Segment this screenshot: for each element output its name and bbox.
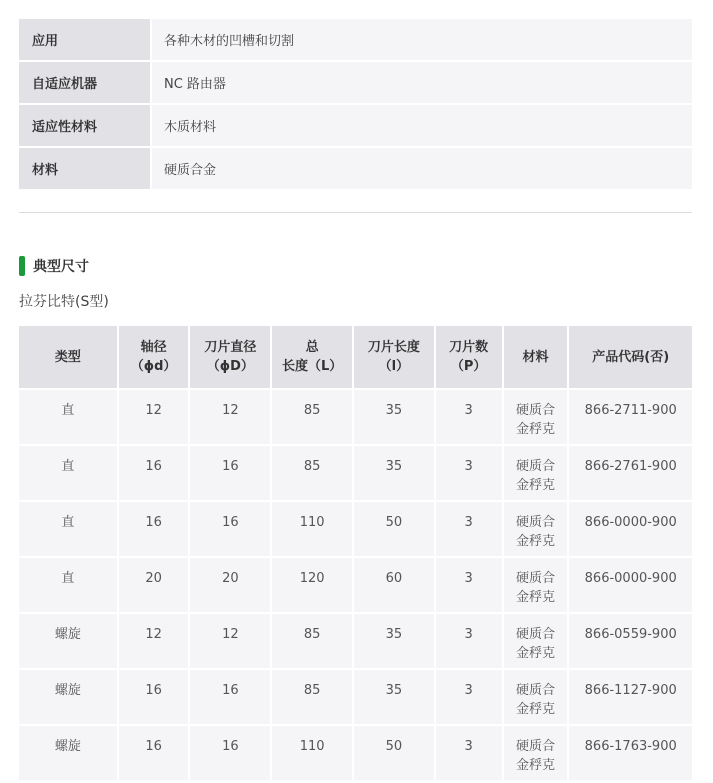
table-cell: 3: [436, 670, 502, 724]
table-header-row: [19, 326, 692, 388]
table-cell: 35: [354, 390, 434, 444]
table-row: [19, 558, 692, 612]
spec-row-application: [19, 19, 692, 60]
table-row: [19, 446, 692, 500]
table-cell: 110: [272, 726, 352, 780]
table-cell: 50: [354, 502, 434, 556]
table-cell: 硬质合 金稃克: [504, 614, 568, 668]
table-cell: 60: [354, 558, 434, 612]
table-cell: 硬质合 金稃克: [504, 558, 568, 612]
spec-row-material: [19, 148, 692, 189]
section-subtitle: 拉芬比特(S型): [19, 294, 109, 310]
spec-value: NC 路由器: [152, 62, 692, 103]
table-cell: 866-0559-900: [569, 614, 692, 668]
spec-row-work-material: [19, 105, 692, 146]
table-cell: 3: [436, 390, 502, 444]
spec-value: 各种木材的凹槽和切割: [152, 19, 692, 60]
table-cell: 12: [190, 614, 270, 668]
spec-value: 硬质合金: [152, 148, 692, 189]
dimensions-table: [19, 326, 692, 782]
section-title: 典型尺寸: [33, 259, 89, 275]
table-cell: 3: [436, 726, 502, 780]
table-cell: 螺旋: [19, 614, 117, 668]
table-cell: 866-2761-900: [569, 446, 692, 500]
table-cell: 12: [119, 614, 189, 668]
table-cell: 20: [190, 558, 270, 612]
table-cell: 硬质合 金稃克: [504, 390, 568, 444]
table-cell: 3: [436, 502, 502, 556]
heading-accent-bar: [19, 256, 25, 276]
spec-table: [19, 19, 692, 191]
table-cell: 12: [119, 390, 189, 444]
spec-label: 适应性材料: [19, 105, 150, 146]
table-cell: 35: [354, 446, 434, 500]
column-header: 材料: [504, 326, 568, 388]
table-row: [19, 670, 692, 724]
table-cell: 螺旋: [19, 726, 117, 780]
table-cell: 85: [272, 670, 352, 724]
table-cell: 120: [272, 558, 352, 612]
column-header: 类型: [19, 326, 117, 388]
spec-row-machine: [19, 62, 692, 103]
column-header: 轴径 （ϕd）: [119, 326, 189, 388]
table-cell: 硬质合 金稃克: [504, 502, 568, 556]
table-row: [19, 390, 692, 444]
table-cell: 16: [190, 726, 270, 780]
table-cell: 866-2711-900: [569, 390, 692, 444]
table-cell: 16: [190, 670, 270, 724]
table-cell: 866-1127-900: [569, 670, 692, 724]
table-cell: 直: [19, 446, 117, 500]
table-cell: 85: [272, 446, 352, 500]
table-cell: 螺旋: [19, 670, 117, 724]
spec-label: 材料: [19, 148, 150, 189]
table-cell: 85: [272, 390, 352, 444]
table-cell: 3: [436, 446, 502, 500]
table-cell: 110: [272, 502, 352, 556]
table-cell: 硬质合 金稃克: [504, 726, 568, 780]
table-cell: 866-1763-900: [569, 726, 692, 780]
table-cell: 12: [190, 390, 270, 444]
column-header: 刀片直径 （ϕD）: [190, 326, 270, 388]
table-cell: 35: [354, 670, 434, 724]
table-cell: 直: [19, 558, 117, 612]
table-cell: 20: [119, 558, 189, 612]
spec-label: 应用: [19, 19, 150, 60]
column-header: 产品代码(否): [569, 326, 692, 388]
table-cell: 3: [436, 558, 502, 612]
table-cell: 85: [272, 614, 352, 668]
column-header: 刀片长度 （l）: [354, 326, 434, 388]
table-row: [19, 726, 692, 780]
table-cell: 16: [119, 502, 189, 556]
table-cell: 硬质合 金稃克: [504, 670, 568, 724]
table-cell: 50: [354, 726, 434, 780]
table-cell: 硬质合 金稃克: [504, 446, 568, 500]
table-cell: 866-0000-900: [569, 558, 692, 612]
table-cell: 16: [190, 446, 270, 500]
table-row: [19, 502, 692, 556]
section-heading: [19, 256, 89, 276]
table-cell: 16: [190, 502, 270, 556]
table-cell: 直: [19, 502, 117, 556]
column-header: 总 长度（L）: [272, 326, 352, 388]
table-row: [19, 614, 692, 668]
spec-label: 自适应机器: [19, 62, 150, 103]
table-cell: 直: [19, 390, 117, 444]
table-cell: 866-0000-900: [569, 502, 692, 556]
table-cell: 35: [354, 614, 434, 668]
table-cell: 16: [119, 446, 189, 500]
table-cell: 16: [119, 670, 189, 724]
column-header: 刀片数 （P）: [436, 326, 502, 388]
table-cell: 3: [436, 614, 502, 668]
section-divider: [19, 212, 692, 213]
table-cell: 16: [119, 726, 189, 780]
spec-value: 木质材料: [152, 105, 692, 146]
